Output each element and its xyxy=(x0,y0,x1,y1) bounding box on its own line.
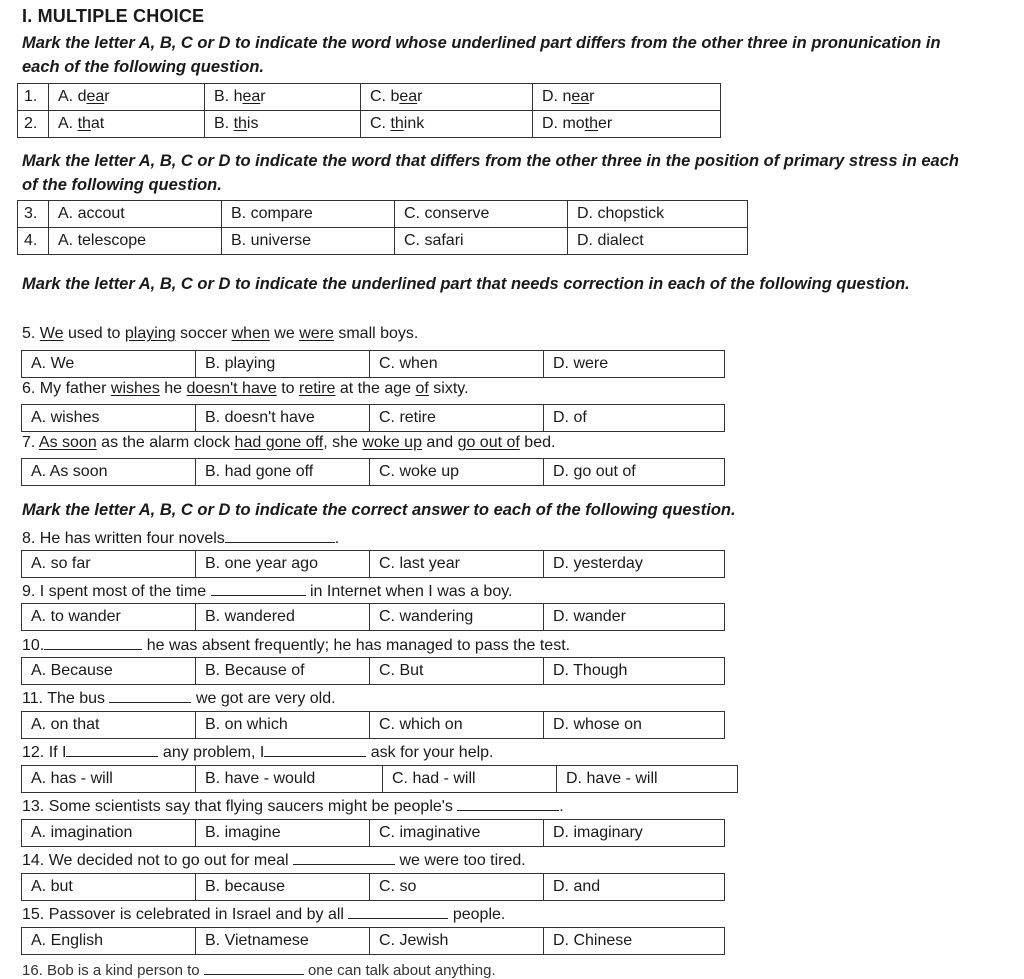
option-a[interactable]: A. English xyxy=(22,928,196,955)
option-a[interactable]: A. but xyxy=(22,874,196,901)
options-q13 xyxy=(21,819,725,847)
page-title: I. MULTIPLE CHOICE xyxy=(22,6,205,26)
option-d[interactable]: D. mother xyxy=(533,111,721,138)
option-a[interactable]: A. to wander xyxy=(22,604,196,631)
table-row xyxy=(22,928,725,955)
question-12: 12. If I any problem, I ask for your help. xyxy=(22,741,494,762)
section4-instruction: Mark the letter A, B, C or D to indicate the correct answer to each of the following question. xyxy=(22,501,736,519)
option-d[interactable]: D. were xyxy=(544,351,725,378)
table-row xyxy=(22,551,725,578)
option-c[interactable]: C. wandering xyxy=(370,604,544,631)
table-row xyxy=(22,658,725,685)
options-q11 xyxy=(21,711,725,739)
option-a[interactable]: A. As soon xyxy=(22,459,196,486)
table-row xyxy=(18,228,748,255)
option-d[interactable]: D. near xyxy=(533,84,721,111)
table-row xyxy=(18,111,721,138)
option-b[interactable]: B. universe xyxy=(222,228,395,255)
question-11: 11. The bus we got are very old. xyxy=(22,687,336,708)
option-b[interactable]: B. hear xyxy=(205,84,361,111)
option-a[interactable]: A. so far xyxy=(22,551,196,578)
option-c[interactable]: C. bear xyxy=(361,84,533,111)
section1-table xyxy=(17,83,721,138)
option-d[interactable]: D. go out of xyxy=(544,459,725,486)
option-a[interactable]: A. telescope xyxy=(49,228,222,255)
option-b[interactable]: B. playing xyxy=(196,351,370,378)
question-14: 14. We decided not to go out for meal we were too tired. xyxy=(22,849,526,870)
option-c[interactable]: C. which on xyxy=(370,712,544,739)
option-d[interactable]: D. have - will xyxy=(557,766,738,793)
option-d[interactable]: D. chopstick xyxy=(568,201,748,228)
question-15: 15. Passover is celebrated in Israel and by all people. xyxy=(22,903,505,924)
option-c[interactable]: C. when xyxy=(370,351,544,378)
section3-instruction: Mark the letter A, B, C or D to indicate the underlined part that needs correction in each of the following question. xyxy=(22,275,910,293)
question-number: 3. xyxy=(18,201,49,228)
options-q8 xyxy=(21,550,725,578)
option-b[interactable]: B. this xyxy=(205,111,361,138)
option-b[interactable]: B. on which xyxy=(196,712,370,739)
question-9: 9. I spent most of the time in Internet when I was a boy. xyxy=(22,580,512,601)
option-c[interactable]: C. safari xyxy=(395,228,568,255)
option-d[interactable]: D. Chinese xyxy=(544,928,725,955)
option-a[interactable]: A. that xyxy=(49,111,205,138)
question-number: 2. xyxy=(18,111,49,138)
options-q14 xyxy=(21,873,725,901)
option-a[interactable]: A. Because xyxy=(22,658,196,685)
option-d[interactable]: D. and xyxy=(544,874,725,901)
answer-blank[interactable] xyxy=(348,903,448,919)
answer-blank[interactable] xyxy=(204,959,304,975)
option-d[interactable]: D. whose on xyxy=(544,712,725,739)
question-10: 10. he was absent frequently; he has managed to pass the test. xyxy=(22,634,570,655)
option-d[interactable]: D. Though xyxy=(544,658,725,685)
table-row xyxy=(22,712,725,739)
options-q5 xyxy=(21,350,725,378)
option-a[interactable]: A. has - will xyxy=(22,766,196,793)
table-row xyxy=(22,459,725,486)
option-b[interactable]: B. Vietnamese xyxy=(196,928,370,955)
question-number: 1. xyxy=(18,84,49,111)
option-a[interactable]: A. We xyxy=(22,351,196,378)
table-row xyxy=(22,405,725,432)
answer-blank[interactable] xyxy=(109,687,191,703)
option-b[interactable]: B. have - would xyxy=(196,766,383,793)
option-c[interactable]: C. had - will xyxy=(383,766,557,793)
option-d[interactable]: D. imaginary xyxy=(544,820,725,847)
section2-table xyxy=(17,200,748,255)
question-6: 6. My father wishes he doesn't have to retire at the age of sixty. xyxy=(22,380,469,397)
section2-instruction: Mark the letter A, B, C or D to indicate the word that differs from the other three in the position of primary stress in each of the following question. xyxy=(22,152,959,194)
option-d[interactable]: D. yesterday xyxy=(544,551,725,578)
table-row xyxy=(22,820,725,847)
answer-blank[interactable] xyxy=(66,741,158,757)
table-row xyxy=(18,201,748,228)
options-q10 xyxy=(21,657,725,685)
table-row xyxy=(22,351,725,378)
question-16: 16. Bob is a kind person to one can talk about anything. xyxy=(22,959,496,979)
option-b[interactable]: B. one year ago xyxy=(196,551,370,578)
options-q12 xyxy=(21,765,738,793)
options-q6 xyxy=(21,404,725,432)
option-b[interactable]: B. because xyxy=(196,874,370,901)
option-b[interactable]: B. Because of xyxy=(196,658,370,685)
option-b[interactable]: B. doesn't have xyxy=(196,405,370,432)
table-row xyxy=(18,84,721,111)
options-q9 xyxy=(21,603,725,631)
option-d[interactable]: D. dialect xyxy=(568,228,748,255)
option-a[interactable]: A. dear xyxy=(49,84,205,111)
question-5: 5. We used to playing soccer when we were small boys. xyxy=(22,325,419,342)
table-row xyxy=(22,766,738,793)
option-c[interactable]: C. But xyxy=(370,658,544,685)
answer-blank[interactable] xyxy=(457,795,559,811)
question-number: 4. xyxy=(18,228,49,255)
option-c[interactable]: C. imaginative xyxy=(370,820,544,847)
option-a[interactable]: A. accout xyxy=(49,201,222,228)
question-8: 8. He has written four novels . xyxy=(22,527,339,548)
option-c[interactable]: C. retire xyxy=(370,405,544,432)
answer-blank[interactable] xyxy=(264,741,366,757)
answer-blank[interactable] xyxy=(225,527,335,543)
table-row xyxy=(22,604,725,631)
option-b[interactable]: B. imagine xyxy=(196,820,370,847)
answer-blank[interactable] xyxy=(44,634,142,650)
option-c[interactable]: C. so xyxy=(370,874,544,901)
option-b[interactable]: B. compare xyxy=(222,201,395,228)
option-c[interactable]: C. last year xyxy=(370,551,544,578)
answer-blank[interactable] xyxy=(211,580,306,596)
answer-blank[interactable] xyxy=(293,849,395,865)
question-7: 7. As soon as the alarm clock had gone off, she woke up and go out of bed. xyxy=(22,434,556,451)
option-c[interactable]: C. think xyxy=(361,111,533,138)
option-d[interactable]: D. of xyxy=(544,405,725,432)
option-a[interactable]: A. on that xyxy=(22,712,196,739)
option-c[interactable]: C. woke up xyxy=(370,459,544,486)
option-c[interactable]: C. Jewish xyxy=(370,928,544,955)
section1-instruction: Mark the letter A, B, C or D to indicate the word whose underlined part differs from the other three in pronunication in each of the following question. xyxy=(22,34,941,76)
option-a[interactable]: A. wishes xyxy=(22,405,196,432)
option-a[interactable]: A. imagination xyxy=(22,820,196,847)
option-b[interactable]: B. had gone off xyxy=(196,459,370,486)
table-row xyxy=(22,874,725,901)
question-13: 13. Some scientists say that flying saucers might be people's . xyxy=(22,795,564,816)
option-c[interactable]: C. conserve xyxy=(395,201,568,228)
options-q7 xyxy=(21,458,725,486)
options-q15 xyxy=(21,927,725,955)
option-b[interactable]: B. wandered xyxy=(196,604,370,631)
option-d[interactable]: D. wander xyxy=(544,604,725,631)
